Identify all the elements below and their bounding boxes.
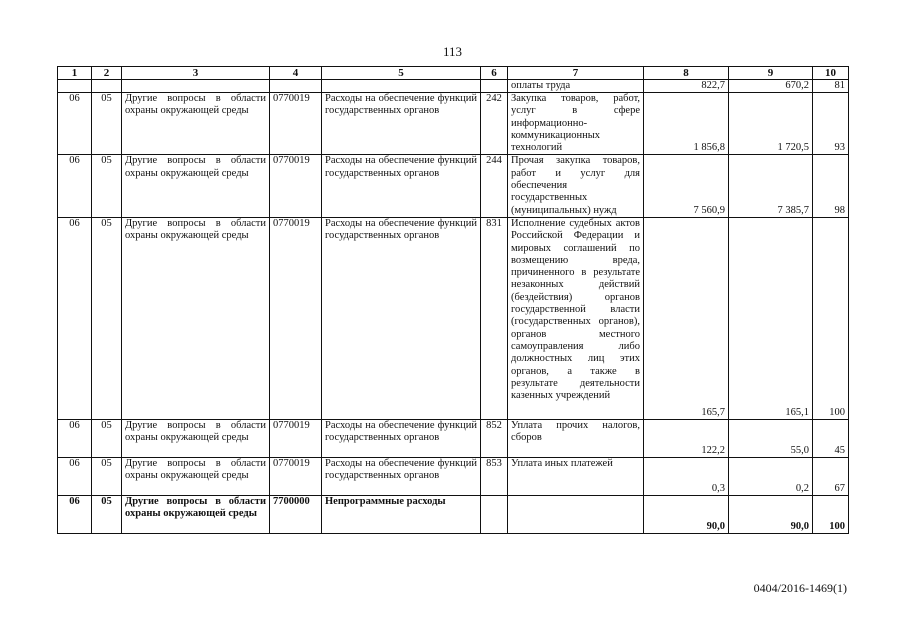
- cell-percent: 98: [813, 155, 849, 217]
- cell-target-code: 7700000: [270, 495, 322, 533]
- cell-amount-executed: 90,0: [729, 495, 813, 533]
- column-header: 3: [122, 67, 270, 80]
- cell-expense-type: 831: [481, 217, 508, 419]
- cell-section-name: Другие вопросы в области охраны окружающей среды: [122, 495, 270, 533]
- cell-amount-executed: 7 385,7: [729, 155, 813, 217]
- column-header: 10: [813, 67, 849, 80]
- cell-target-name: Расходы на обеспечение функций государственных органов: [322, 419, 481, 457]
- cell-description: Закупка товаров, работ, услуг в сфере информационно-коммуникационных технологий: [508, 93, 644, 155]
- cell-target-name: Непрограммные расходы: [322, 495, 481, 533]
- table-header-row: [58, 67, 849, 80]
- cell-section: 06: [58, 93, 92, 155]
- column-header: 8: [644, 67, 729, 80]
- cell-subsection: 05: [92, 495, 122, 533]
- table-row: [58, 217, 849, 419]
- cell-subsection: 05: [92, 155, 122, 217]
- cell-expense-type: 853: [481, 457, 508, 495]
- cell-section-name: Другие вопросы в области охраны окружающей среды: [122, 155, 270, 217]
- cell-description: Прочая закупка товаров, работ и услуг для обеспечения государственных (муниципальных) нужд: [508, 155, 644, 217]
- cell-description: Уплата иных платежей: [508, 457, 644, 495]
- cell-percent: 100: [813, 495, 849, 533]
- column-header: 9: [729, 67, 813, 80]
- cell-target-name: Расходы на обеспечение функций государственных органов: [322, 457, 481, 495]
- cell-percent: 67: [813, 457, 849, 495]
- column-header: 2: [92, 67, 122, 80]
- cell-percent: 100: [813, 217, 849, 419]
- cell-subsection: 05: [92, 217, 122, 419]
- budget-table: [57, 66, 849, 534]
- cell-percent: 93: [813, 93, 849, 155]
- table-row: [58, 457, 849, 495]
- cell-amount-executed: 670,2: [729, 80, 813, 93]
- cell-target-code: 0770019: [270, 93, 322, 155]
- cell-amount-planned: 165,7: [644, 217, 729, 419]
- cell-target-code: 0770019: [270, 155, 322, 217]
- cell-description: Исполнение судебных актов Российской Федерации и мировых соглашений по возмещению вреда, причиненного в результате незаконных действий (бездействия) органов государственной власти (государственных органов), органов местного самоуправления либо должностных лиц этих органов, а также в результате деятельности казенных учреждений: [508, 217, 644, 419]
- cell-section: 06: [58, 217, 92, 419]
- column-header: 7: [508, 67, 644, 80]
- page-number: 113: [442, 44, 463, 59]
- cell-expense-type: 244: [481, 155, 508, 217]
- cell-target-name: Расходы на обеспечение функций государственных органов: [322, 93, 481, 155]
- cell-amount-planned: 1 856,8: [644, 93, 729, 155]
- column-header: 1: [58, 67, 92, 80]
- cell-section-name: Другие вопросы в области охраны окружающей среды: [122, 457, 270, 495]
- column-header: 5: [322, 67, 481, 80]
- cell-target-name: Расходы на обеспечение функций государственных органов: [322, 155, 481, 217]
- table-row-subtotal: [58, 495, 849, 533]
- cell-target-name: Расходы на обеспечение функций государственных органов: [322, 217, 481, 419]
- cell-subsection: 05: [92, 93, 122, 155]
- cell-subsection: 05: [92, 419, 122, 457]
- cell-amount-executed: 55,0: [729, 419, 813, 457]
- cell-section: 06: [58, 495, 92, 533]
- column-header: 4: [270, 67, 322, 80]
- cell-amount-executed: 165,1: [729, 217, 813, 419]
- cell-expense-type: 242: [481, 93, 508, 155]
- cell-section: 06: [58, 457, 92, 495]
- column-header: 6: [481, 67, 508, 80]
- cell-subsection: 05: [92, 457, 122, 495]
- cell-expense-type: [481, 495, 508, 533]
- cell-amount-planned: 122,2: [644, 419, 729, 457]
- cell-description: [508, 495, 644, 533]
- table-row-continuation: [58, 80, 849, 93]
- cell-target-code: 0770019: [270, 419, 322, 457]
- cell-section-name: Другие вопросы в области охраны окружающей среды: [122, 93, 270, 155]
- cell-percent: 45: [813, 419, 849, 457]
- cell-section: 06: [58, 155, 92, 217]
- cell-target-code: 0770019: [270, 457, 322, 495]
- cell-target-code: 0770019: [270, 217, 322, 419]
- cell-amount-planned: 822,7: [644, 80, 729, 93]
- cell-description: оплаты труда: [508, 80, 644, 93]
- cell-amount-planned: 90,0: [644, 495, 729, 533]
- cell-amount-planned: 7 560,9: [644, 155, 729, 217]
- cell-section-name: Другие вопросы в области охраны окружающей среды: [122, 217, 270, 419]
- cell-amount-executed: 1 720,5: [729, 93, 813, 155]
- cell-expense-type: 852: [481, 419, 508, 457]
- cell-amount-planned: 0,3: [644, 457, 729, 495]
- cell-section: 06: [58, 419, 92, 457]
- cell-description: Уплата прочих налогов, сборов: [508, 419, 644, 457]
- table-row: [58, 155, 849, 217]
- table-row: [58, 93, 849, 155]
- cell-section-name: Другие вопросы в области охраны окружающей среды: [122, 419, 270, 457]
- document-code: 0404/2016-1469(1): [753, 581, 847, 595]
- cell-amount-executed: 0,2: [729, 457, 813, 495]
- table-row: [58, 419, 849, 457]
- cell-percent: 81: [813, 80, 849, 93]
